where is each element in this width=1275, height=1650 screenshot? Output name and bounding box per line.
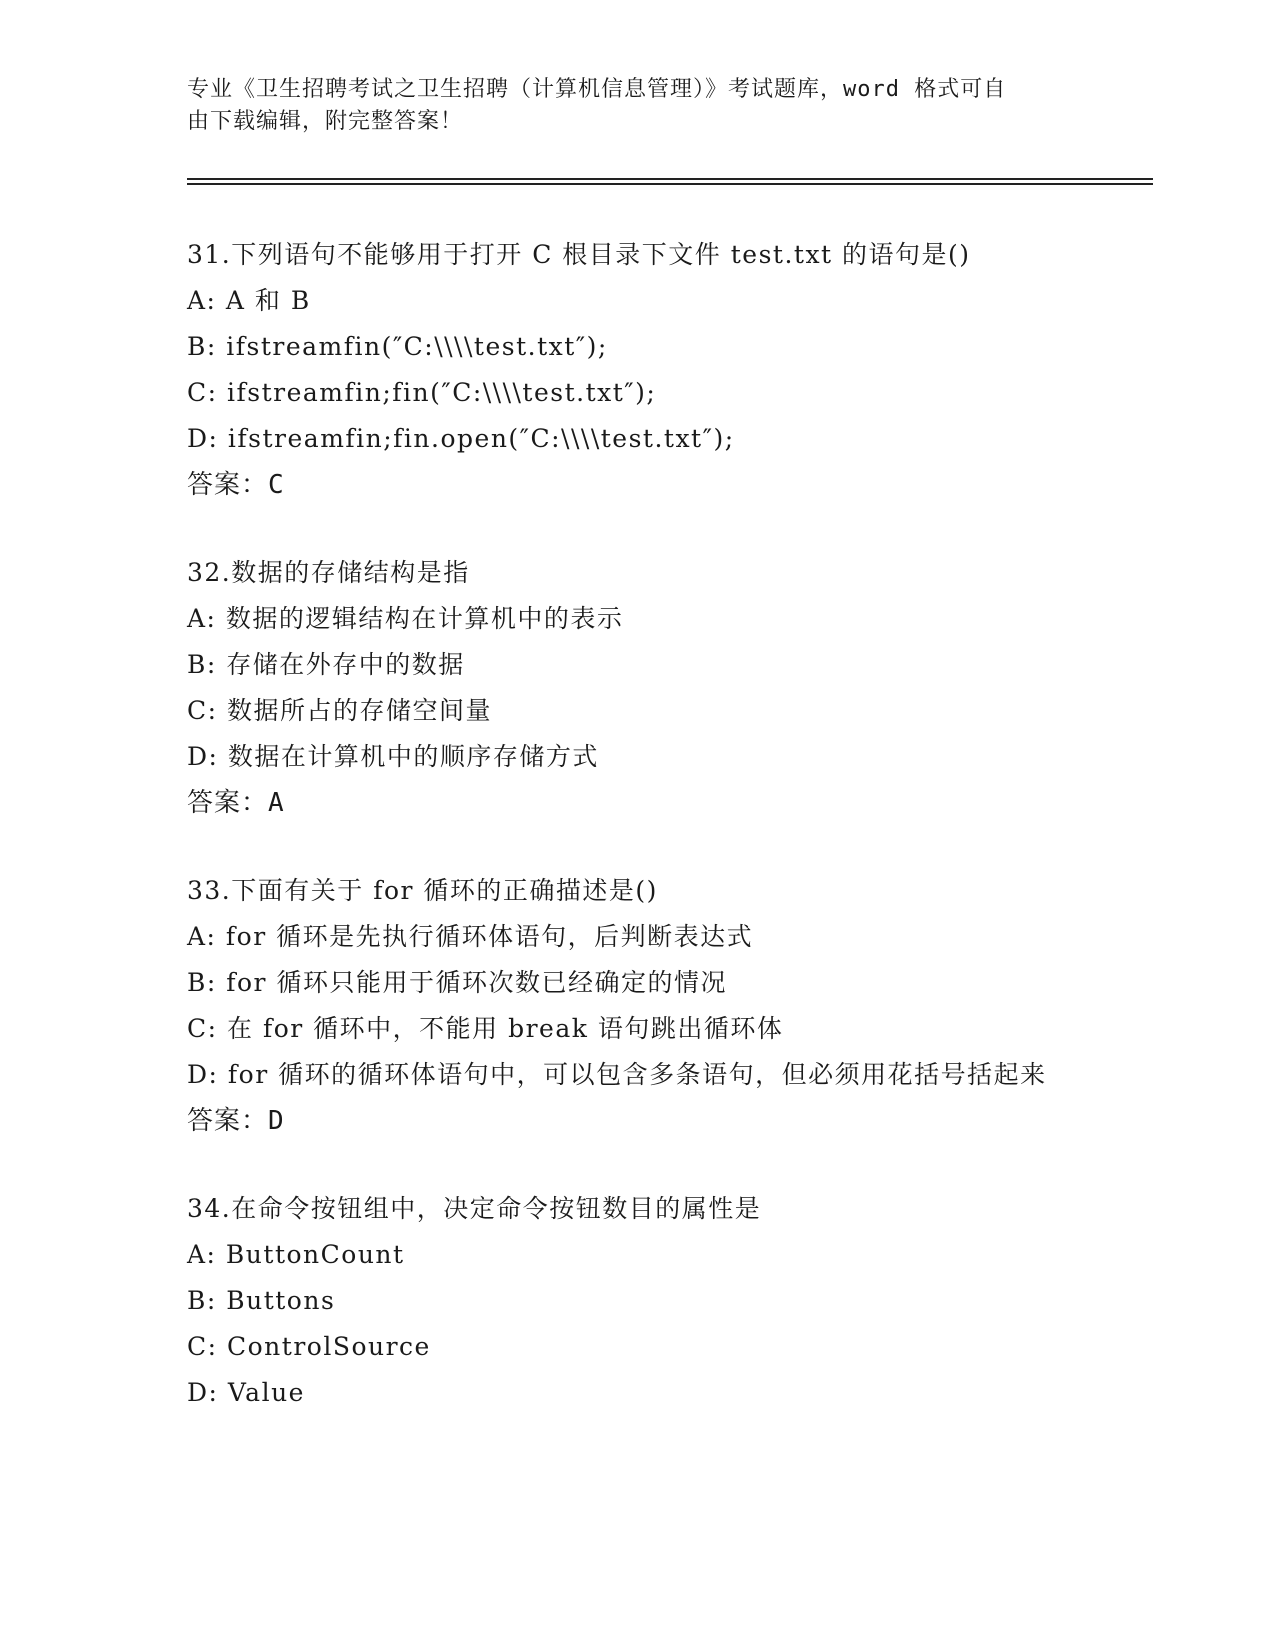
option-a: A: ButtonCount	[187, 1240, 405, 1269]
option-d: D: for 循环的循环体语句中，可以包含多条语句，但必须用花括号括起来	[187, 1060, 1047, 1089]
answer-line: 答案：A	[187, 788, 285, 818]
option-b: B: for 循环只能用于循环次数已经确定的情况	[187, 968, 727, 997]
option-a: A: for 循环是先执行循环体语句，后判断表达式	[187, 922, 754, 951]
option-d: D: Value	[187, 1378, 305, 1407]
question-list	[187, 232, 1067, 1458]
answer-line: 答案：C	[187, 470, 285, 500]
option-b: B: Buttons	[187, 1286, 336, 1315]
option-c: C: ControlSource	[187, 1332, 431, 1361]
option-a: A: A 和 B	[187, 286, 311, 315]
question-32	[187, 550, 1067, 826]
question-stem: 33.下面有关于 for 循环的正确描述是()	[187, 876, 658, 905]
option-b: B: 存储在外存中的数据	[187, 650, 465, 679]
document-header	[187, 74, 1067, 138]
option-c: C: ifstreamfin;fin(″C:\\\\test.txt″);	[187, 378, 657, 407]
question-stem: 34.在命令按钮组中，决定命令按钮数目的属性是	[187, 1194, 762, 1223]
question-33	[187, 868, 1067, 1144]
option-b: B: ifstreamfin(″C:\\\\test.txt″);	[187, 332, 608, 361]
option-c: C: 在 for 循环中，不能用 break 语句跳出循环体	[187, 1014, 784, 1043]
option-d: D: ifstreamfin;fin.open(″C:\\\\test.txt″);	[187, 424, 735, 453]
question-34	[187, 1186, 1067, 1416]
option-a: A: 数据的逻辑结构在计算机中的表示	[187, 604, 624, 633]
option-c: C: 数据所占的存储空间量	[187, 696, 492, 725]
question-stem: 32.数据的存储结构是指	[187, 558, 470, 587]
header-divider-top	[187, 178, 1153, 180]
header-divider-bottom	[187, 183, 1153, 185]
header-line-2: 由下载编辑，附完整答案！	[187, 109, 464, 134]
option-d: D: 数据在计算机中的顺序存储方式	[187, 742, 599, 771]
question-31	[187, 232, 1067, 508]
answer-line: 答案：D	[187, 1106, 285, 1136]
question-stem: 31.下列语句不能够用于打开 C 根目录下文件 test.txt 的语句是()	[187, 240, 971, 269]
header-line-1: 专业《卫生招聘考试之卫生招聘（计算机信息管理）》考试题库，word 格式可自	[187, 77, 1007, 102]
